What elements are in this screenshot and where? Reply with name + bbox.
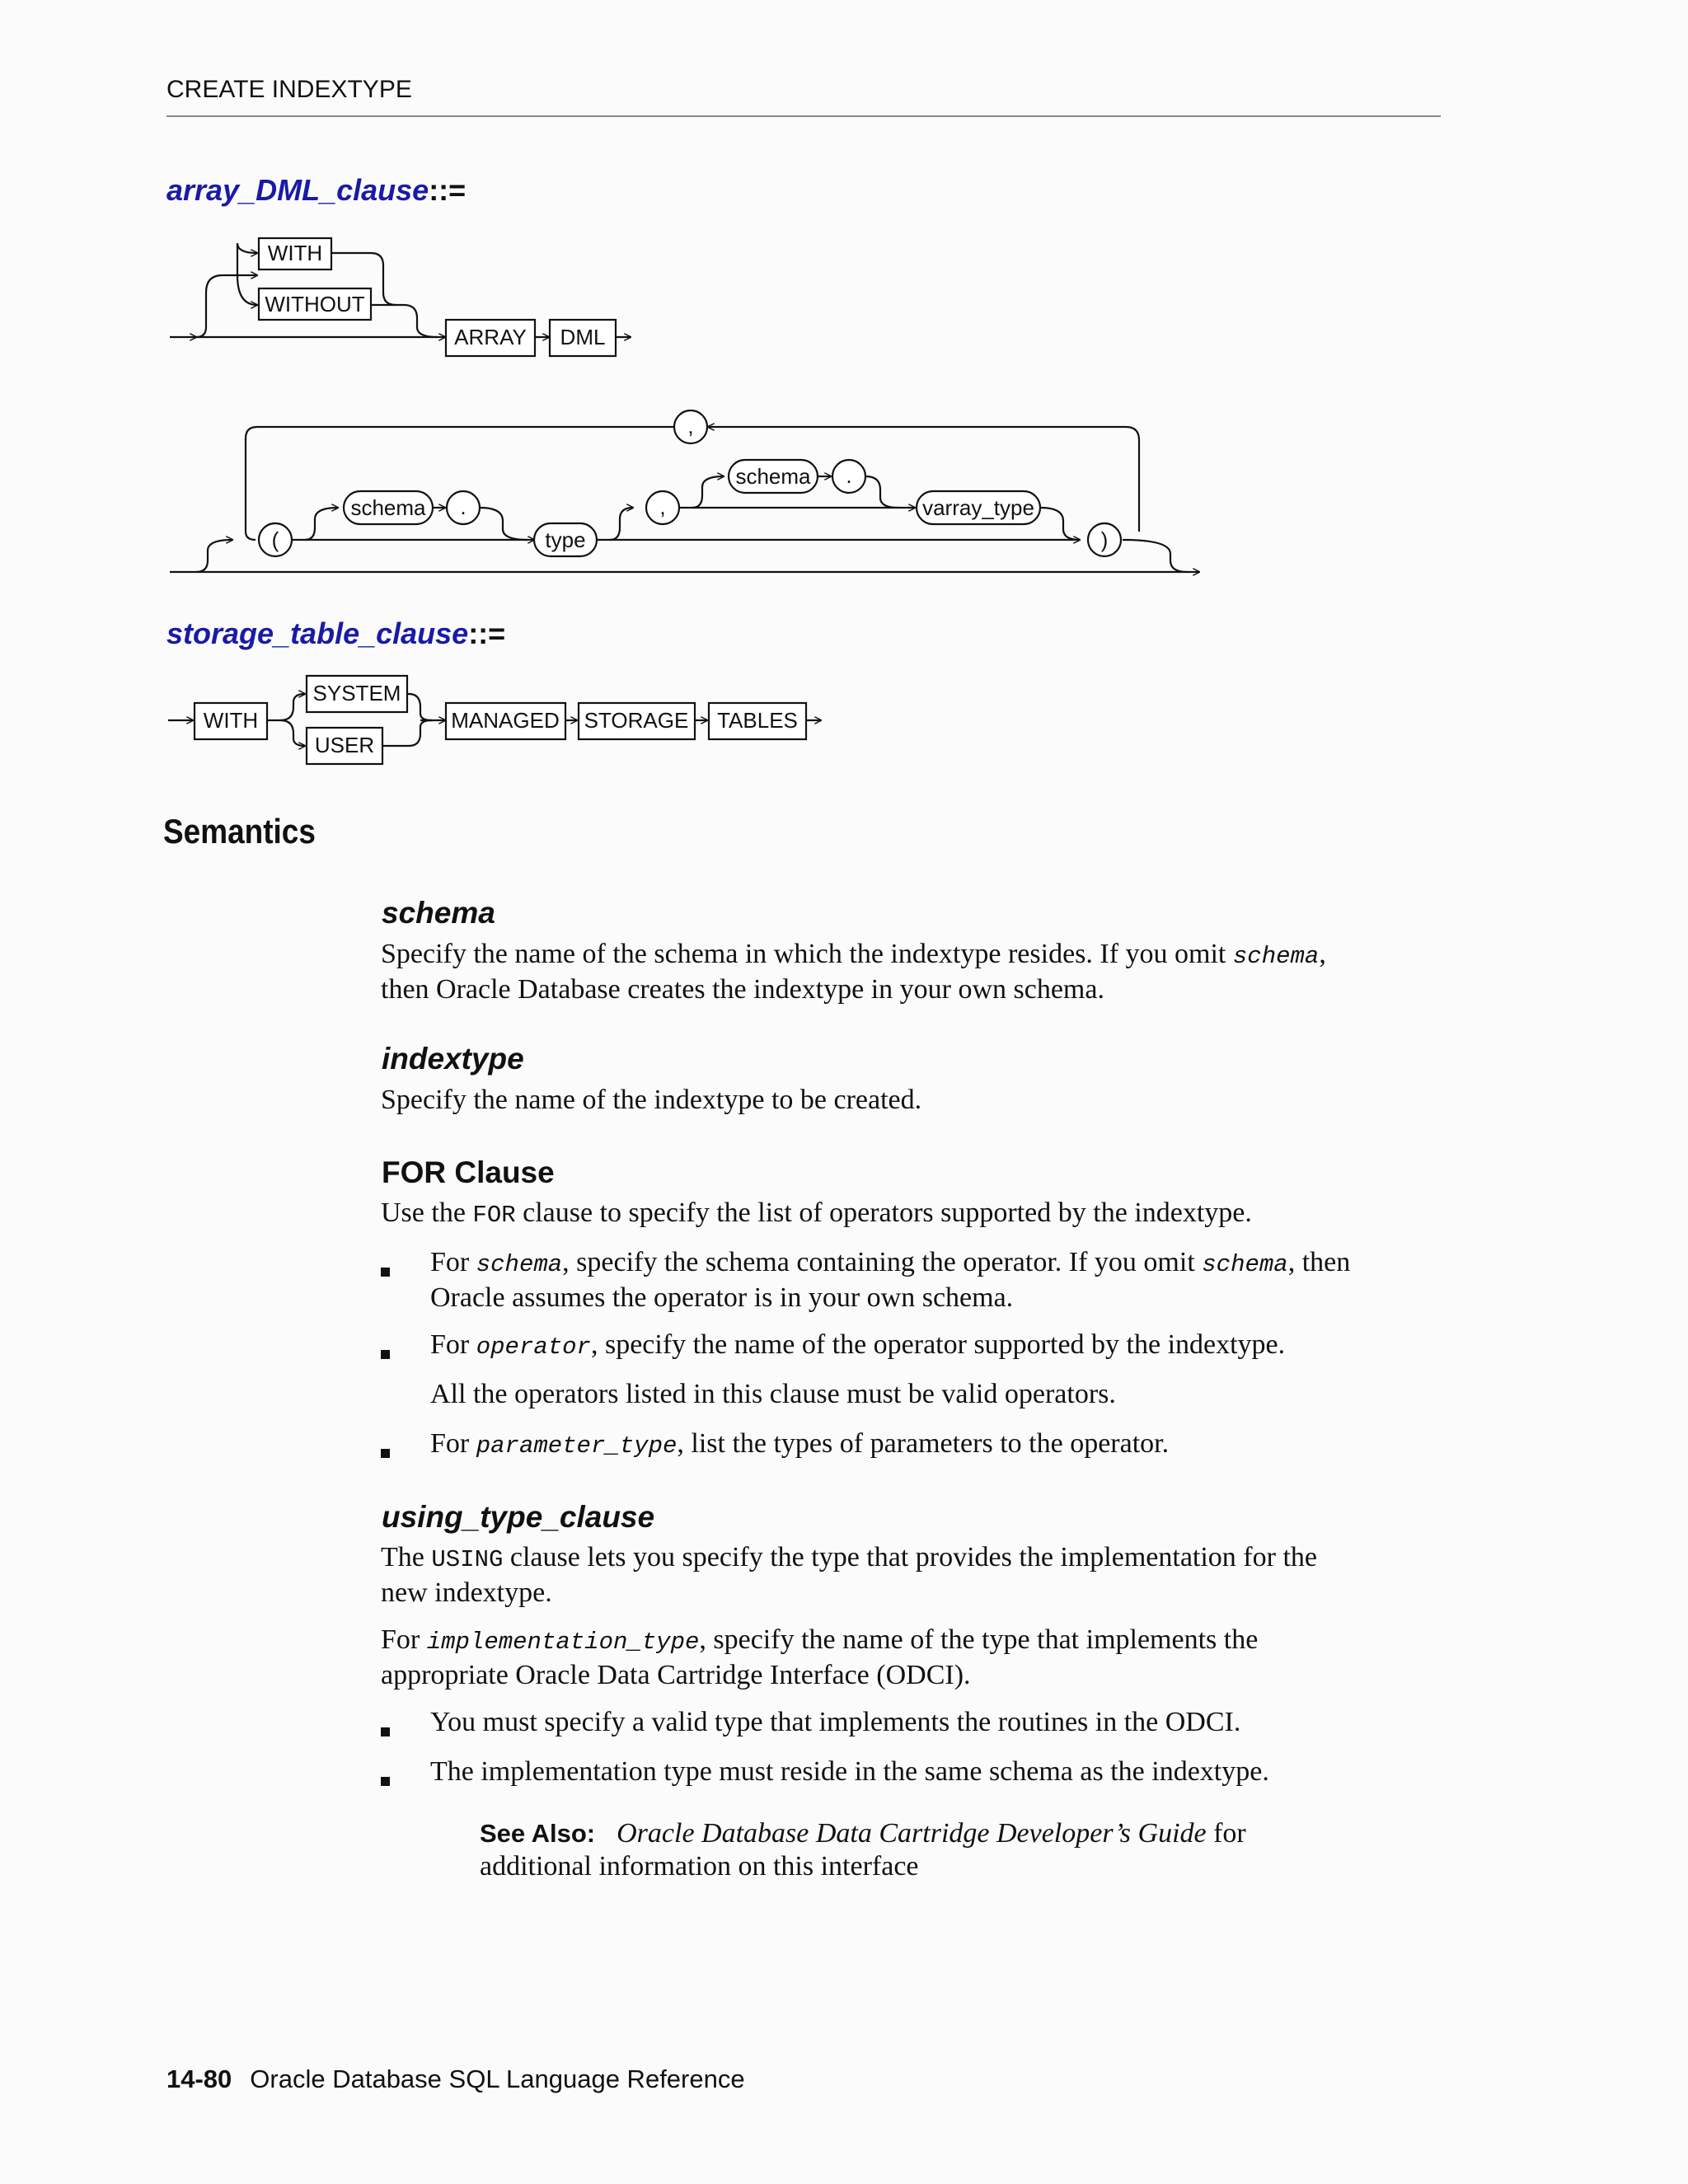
bullet-text: , list the types of parameters to the operator. (677, 1428, 1170, 1459)
with-keyword-box (259, 238, 331, 269)
with-keyword: WITH (267, 241, 323, 265)
bullet-text: For (430, 1329, 476, 1360)
array-dml-clause-diagram (165, 231, 1220, 585)
bullet-text: , specify the schema containing the operator. If you omit (562, 1247, 1203, 1277)
using-type-paragraph-2 (381, 1624, 1436, 1692)
array-dml-clause-operator: ::= (429, 173, 467, 207)
user-merge (382, 720, 432, 746)
type-box (534, 523, 597, 556)
using-text: , specify the name of the type that implements the (699, 1624, 1259, 1655)
lparen-symbol: ( (271, 527, 279, 552)
system-keyword-box (307, 676, 407, 712)
dot1-symbol-box (447, 491, 480, 524)
bullet-marker (381, 1268, 390, 1277)
for-intro-code: FOR (472, 1202, 516, 1229)
schema1-box (344, 491, 433, 524)
varray-branch (610, 508, 633, 540)
varray-type-box (917, 491, 1040, 524)
with-branch (237, 243, 257, 275)
using-code: implementation_type (426, 1629, 700, 1656)
schema1-merge (480, 508, 528, 540)
schema2-merge (865, 476, 898, 508)
for-clause-heading: FOR Clause (382, 1155, 555, 1189)
tables-keyword: TABLES (717, 708, 798, 733)
type-label: type (545, 527, 586, 552)
storage-table-clause-name: storage_table_clause (166, 616, 469, 650)
bullet-marker (381, 1449, 390, 1458)
for-clause-bullet-schema (430, 1246, 1444, 1315)
using-text: For (381, 1624, 427, 1655)
for-intro-a: Use the (381, 1197, 473, 1228)
without-keyword: WITHOUT (265, 292, 365, 316)
bullet-code: schema (476, 1251, 563, 1278)
using-code: USING (431, 1546, 504, 1573)
dot2-symbol: . (846, 463, 852, 488)
storage-table-clause-title (166, 616, 505, 651)
for-clause-bullet-operator-note: All the operators listed in this clause must be valid operators. (430, 1379, 1116, 1409)
semantics-heading: Semantics (163, 812, 316, 851)
enter-loop (196, 540, 232, 572)
managed-keyword-box (446, 703, 565, 739)
storage-table-clause-operator: ::= (468, 616, 506, 650)
without-merge (371, 305, 438, 337)
bullet-text: , then (1287, 1247, 1351, 1277)
see-also-link-title[interactable]: Oracle Database Data Cartridge Developer’s Guide (617, 1818, 1207, 1849)
bullet-code: parameter_type (476, 1432, 678, 1460)
see-also-text-line2: additional information on this interface (480, 1851, 919, 1882)
for-clause-bullet-operator (430, 1329, 1444, 1364)
schema2-label: schema (735, 464, 811, 489)
system-branch (267, 694, 305, 720)
for-clause-intro (381, 1197, 1436, 1232)
indextype-heading: indextype (382, 1042, 524, 1076)
with-keyword: WITH (203, 708, 259, 733)
dml-keyword-box (550, 320, 616, 356)
bullet-code: schema (1202, 1251, 1288, 1278)
schema-text: Specify the name of the schema in which the indextype resides. If you omit (381, 939, 1233, 969)
user-keyword-box (307, 728, 382, 764)
schema-code: schema (1232, 943, 1320, 970)
for-clause-bullet-parameter-type (430, 1427, 1444, 1463)
without-keyword-box (259, 288, 371, 320)
array-keyword-box (446, 320, 535, 356)
tables-keyword-box (709, 703, 806, 739)
exit-loop (1123, 540, 1187, 572)
bullet-text: , specify the name of the operator supported by the indextype. (590, 1329, 1286, 1360)
bullet-text: For (430, 1428, 476, 1459)
lparen-symbol-box (259, 523, 292, 556)
system-merge (407, 694, 432, 720)
using-text: clause lets you specify the type that provides the implementation for the (503, 1542, 1317, 1572)
schema2-box (729, 460, 818, 493)
page-number: 14-80 (166, 2064, 232, 2093)
page-footer (166, 2064, 745, 2094)
varray-type-label: varray_type (922, 495, 1034, 520)
user-branch (280, 720, 305, 746)
header-rule (166, 115, 1441, 117)
using-text: The (381, 1542, 432, 1572)
for-intro-b: clause to specify the list of operators supported by the indextype. (515, 1197, 1252, 1228)
schema-text-end: , (1319, 939, 1326, 969)
see-also-text: for (1206, 1818, 1246, 1849)
system-keyword: SYSTEM (312, 681, 401, 705)
using-text-line2: appropriate Oracle Data Cartridge Interface (ODCI). (381, 1660, 971, 1690)
schema1-branch (305, 508, 338, 540)
dml-keyword: DML (560, 325, 606, 349)
schema1-label: schema (350, 495, 426, 520)
dot1-symbol: . (460, 494, 467, 519)
dot2-symbol-box (832, 460, 865, 493)
using-text-line2: new indextype. (381, 1577, 552, 1608)
book-title: Oracle Database SQL Language Reference (250, 2064, 745, 2093)
comma-separator-top (674, 410, 707, 443)
rparen-symbol: ) (1100, 527, 1109, 552)
schema-heading: schema (382, 896, 495, 930)
bullet-marker (381, 1727, 390, 1736)
schema2-branch (692, 476, 724, 508)
managed-keyword: MANAGED (451, 708, 560, 733)
comma-top-symbol: , (687, 414, 694, 438)
running-header: CREATE INDEXTYPE (166, 76, 412, 103)
array-dml-clause-name: array_DML_clause (166, 173, 429, 207)
array-dml-second-row (170, 410, 1199, 572)
comma-mid-symbol: , (659, 494, 666, 519)
using-type-clause-heading: using_type_clause (382, 1500, 655, 1534)
schema-text-line2: then Oracle Database creates the indextype in your own schema. (381, 974, 1104, 1005)
bullet-marker (381, 1777, 390, 1786)
schema-paragraph (381, 938, 1436, 1006)
see-also-label: See Also: (480, 1819, 596, 1848)
comma-mid-box (646, 491, 679, 524)
storage-table-clause-diagram (165, 668, 841, 775)
without-branch (237, 275, 257, 305)
using-type-bullet-2: The implementation type must reside in the same schema as the indextype. (430, 1756, 1269, 1787)
using-type-bullet-1: You must specify a valid type that implements the routines in the ODCI. (430, 1707, 1241, 1737)
bullet-text-line2: Oracle assumes the operator is in your own schema. (430, 1282, 1014, 1313)
see-also-note (480, 1817, 1386, 1883)
bullet-text: For (430, 1247, 476, 1277)
user-keyword: USER (314, 733, 375, 757)
storage-keyword: STORAGE (584, 708, 689, 733)
indextype-paragraph: Specify the name of the indextype to be created. (381, 1085, 922, 1115)
with-keyword-box (195, 703, 267, 739)
varray-merge (1040, 508, 1080, 540)
array-dml-first-row (170, 238, 631, 356)
using-type-paragraph-1 (381, 1541, 1436, 1610)
option-branch (196, 275, 257, 337)
array-dml-clause-title (166, 173, 466, 208)
rparen-symbol-box (1088, 523, 1121, 556)
bullet-code: operator (476, 1333, 591, 1361)
bullet-marker (381, 1350, 390, 1359)
storage-keyword-box (579, 703, 695, 739)
array-keyword: ARRAY (454, 325, 527, 349)
